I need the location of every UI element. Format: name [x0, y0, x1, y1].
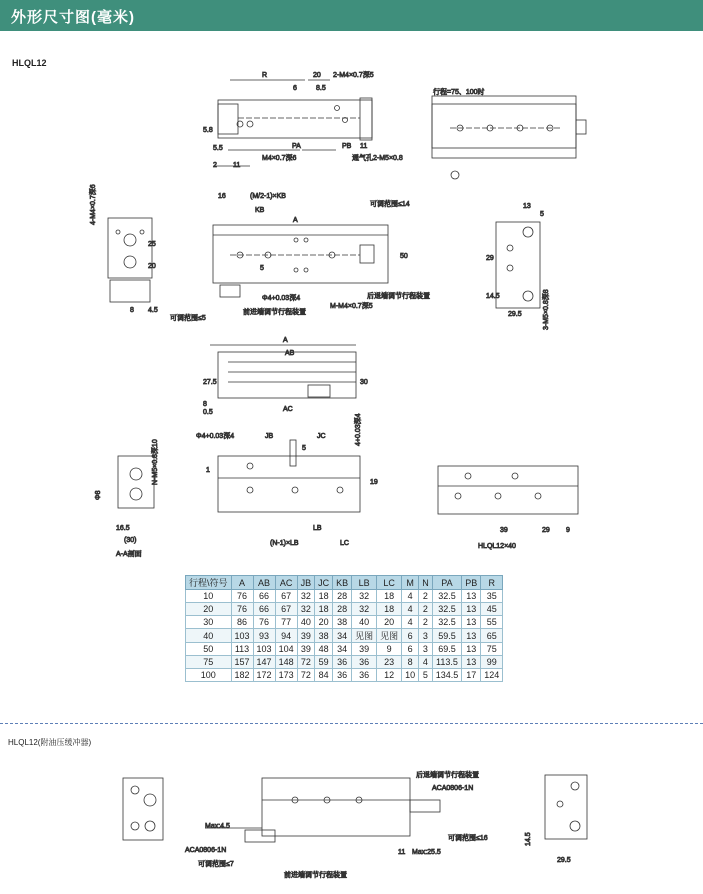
table-cell: 32: [352, 590, 377, 603]
dim-16: 16: [218, 193, 226, 200]
table-cell: 55: [481, 616, 503, 629]
table-row: [186, 629, 503, 643]
table-cell: 69.5: [432, 643, 462, 656]
dim-AB: AB: [285, 350, 295, 357]
table-cell: 35: [481, 590, 503, 603]
table-cell: 13: [462, 643, 481, 656]
table-header-cell: PB: [462, 576, 481, 590]
table-cell: 77: [275, 616, 297, 629]
drawing-side-right: [496, 222, 540, 308]
table-cell: 13: [462, 590, 481, 603]
table-cell: 23: [377, 656, 402, 669]
table-cell: 12: [377, 669, 402, 682]
dim-11-8: 11: [360, 143, 368, 150]
table-header-cell: JB: [297, 576, 315, 590]
table-cell: 59: [315, 656, 333, 669]
table-cell: 18: [315, 590, 333, 603]
table-header-cell: PA: [432, 576, 462, 590]
dim-5d: 5: [302, 445, 306, 452]
phi4-depth4-b-label: Φ4+0.03深4: [196, 433, 235, 440]
table-cell: 6: [402, 643, 419, 656]
adj-range-7-label: 可调范围≤7: [198, 861, 234, 868]
table-cell: 76: [231, 603, 253, 616]
dim-LC: LC: [340, 540, 349, 547]
dim-30-paren: (30): [124, 537, 137, 544]
table-header-cell: A: [231, 576, 253, 590]
table-cell: 48: [315, 643, 333, 656]
dim-30: 30: [360, 379, 368, 386]
table-cell: 104: [275, 643, 297, 656]
dim-A-section: A: [293, 217, 298, 224]
table-header-cell: KB: [333, 576, 352, 590]
table-cell: 32.5: [432, 590, 462, 603]
table-cell: 99: [481, 656, 503, 669]
max-4-5-label: Max:4.5: [205, 823, 230, 830]
table-cell: 75: [186, 656, 232, 669]
table-cell: 18: [315, 603, 333, 616]
m5-depth8-label: 3-M5×0.8深8: [543, 289, 550, 330]
dim-0-5: 0.5: [203, 409, 213, 416]
table-header-cell: JC: [315, 576, 333, 590]
table-cell: 4: [402, 590, 419, 603]
dim-8-5: 8.5: [316, 85, 326, 92]
table-cell: 148: [275, 656, 297, 669]
table-row: [186, 603, 503, 616]
table-cell: 4: [419, 656, 433, 669]
table-cell: 32: [297, 590, 315, 603]
table-cell: 75: [481, 643, 503, 656]
dim-11c: 11: [398, 849, 406, 856]
drawing-damper-left: [123, 778, 163, 840]
dim-R: R: [262, 72, 268, 79]
dim-50: 50: [400, 253, 408, 260]
table-cell: 32.5: [432, 616, 462, 629]
m4-depth6-label: M4×0.7深6: [262, 155, 297, 162]
table-cell: 6: [402, 629, 419, 643]
vent-label: 通气孔2-M5×0.8: [352, 155, 403, 162]
table-row: [186, 590, 503, 603]
dim-11: 11: [233, 162, 241, 169]
table-cell: 2: [419, 616, 433, 629]
table-cell: 30: [186, 616, 232, 629]
table-cell: 2: [419, 603, 433, 616]
table-cell: 124: [481, 669, 503, 682]
adj-range-5-label: 可调范围≤5: [170, 315, 206, 322]
table-cell: 40: [297, 616, 315, 629]
dim-16-5: 16.5: [116, 525, 130, 532]
table-cell: 5: [419, 669, 433, 682]
drawing-section-aa: [118, 456, 154, 508]
dim-6: 6: [293, 85, 297, 92]
model-title: HLQL12: [12, 58, 47, 68]
phi4-depth4-label: Φ4+0.03深4: [262, 295, 301, 302]
table-cell: 13: [462, 603, 481, 616]
table-cell: 84: [315, 669, 333, 682]
model-40-label: HLQL12×40: [478, 543, 516, 550]
table-cell: 39: [352, 643, 377, 656]
table-cell: 103: [253, 643, 275, 656]
dim-A2: A: [283, 337, 288, 344]
rear-adj-label: 后退端调节行程装置: [367, 293, 430, 300]
dim-29: 29: [486, 255, 494, 262]
table-cell: 50: [186, 643, 232, 656]
table-cell: 59.5: [432, 629, 462, 643]
dim-JB: JB: [265, 433, 274, 440]
table-cell: 36: [333, 669, 352, 682]
table-cell: 20: [186, 603, 232, 616]
lb-formula-label: (N-1)×LB: [270, 540, 299, 547]
table-cell: 172: [253, 669, 275, 682]
table-cell: 28: [333, 603, 352, 616]
table-cell: 36: [333, 656, 352, 669]
table-cell: 40: [186, 629, 232, 643]
max-25-5-label: Max:25.5: [412, 849, 441, 856]
table-cell: 67: [275, 603, 297, 616]
spec-table: [185, 575, 503, 682]
table-cell: 20: [377, 616, 402, 629]
dim-JC: JC: [317, 433, 326, 440]
dim-5b: 5: [260, 265, 264, 272]
table-cell: 9: [377, 643, 402, 656]
table-cell: 28: [333, 590, 352, 603]
m4-depth5-top-label: 2-M4×0.7深5: [333, 72, 374, 79]
table-cell: 32: [352, 603, 377, 616]
table-cell: 86: [231, 616, 253, 629]
dim-14-5: 14.5: [486, 293, 500, 300]
table-cell: 45: [481, 603, 503, 616]
dim-14-5b: 14.5: [525, 832, 532, 846]
dim-LB: LB: [313, 525, 322, 532]
dim-25: 25: [148, 241, 156, 248]
table-cell: 93: [253, 629, 275, 643]
kb-formula-label: (M/2-1)×KB: [250, 193, 286, 200]
table-cell: 182: [231, 669, 253, 682]
drawing-section-side: [210, 345, 356, 398]
drawing-side-left: [108, 218, 152, 302]
table-cell: 13: [462, 656, 481, 669]
table-cell: 67: [275, 590, 297, 603]
drawing-stroke-75-100: [432, 96, 586, 179]
table-cell: 103: [231, 629, 253, 643]
table-header-row: [186, 576, 503, 590]
front-adj-damper-label: 前进端调节行程装置: [284, 872, 347, 879]
table-cell: 72: [297, 669, 315, 682]
table-cell: 72: [297, 656, 315, 669]
drawing-main-front: [213, 225, 388, 297]
table-cell: 39: [297, 643, 315, 656]
table-cell: 见图: [352, 629, 377, 643]
aca-left-label: ACA0806-1N: [185, 847, 227, 854]
section-divider: [0, 723, 703, 724]
aca-right-label: ACA0806-1N: [432, 785, 474, 792]
table-header-cell: N: [419, 576, 433, 590]
dim-1: 1: [206, 467, 210, 474]
model-damper-title: HLQL12(附油压缓冲器): [8, 738, 92, 747]
dim-PB: PB: [342, 143, 352, 150]
table-header-cell: LB: [352, 576, 377, 590]
table-cell: 36: [352, 656, 377, 669]
drawing-damper-main: [205, 778, 440, 842]
dim-29-5: 29.5: [508, 311, 522, 318]
stroke-75-100-label: 行程=75、100时: [433, 89, 485, 96]
table-cell: 39: [297, 629, 315, 643]
table-cell: 36: [352, 669, 377, 682]
table-header-cell: AB: [253, 576, 275, 590]
drawing-top-view: [215, 80, 372, 166]
phi8-dim: Φ8: [95, 490, 102, 500]
dim-29-5b: 29.5: [557, 857, 571, 864]
table-cell: 157: [231, 656, 253, 669]
table-cell: 113.5: [432, 656, 462, 669]
section-aa-label: A-A剖面: [116, 551, 142, 558]
drawing-model-40: [438, 466, 578, 514]
table-cell: 17: [462, 669, 481, 682]
table-cell: 134.5: [432, 669, 462, 682]
table-cell: 4: [402, 616, 419, 629]
table-cell: 113: [231, 643, 253, 656]
dim-13: 13: [523, 203, 531, 210]
dim-5c: 5: [540, 211, 544, 218]
section-title: 外形尺寸图(毫米): [11, 9, 135, 26]
dim-27-5: 27.5: [203, 379, 217, 386]
dim-PA: PA: [292, 143, 301, 150]
drawing-damper-right: [545, 775, 587, 839]
table-header-cell: M: [402, 576, 419, 590]
table-header-cell: 行程\符号: [186, 576, 232, 590]
dim-AC: AC: [283, 406, 293, 413]
table-header-cell: AC: [275, 576, 297, 590]
table-cell: 13: [462, 616, 481, 629]
dim-20: 20: [313, 72, 321, 79]
table-cell: 66: [253, 603, 275, 616]
table-cell: 100: [186, 669, 232, 682]
table-cell: 38: [315, 629, 333, 643]
table-row: [186, 656, 503, 669]
table-cell: 13: [462, 629, 481, 643]
table-cell: 65: [481, 629, 503, 643]
table-cell: 18: [377, 603, 402, 616]
front-adj-label: 前进端调节行程装置: [243, 309, 306, 316]
table-row: [186, 643, 503, 656]
table-cell: 66: [253, 590, 275, 603]
table-cell: 34: [333, 643, 352, 656]
drawing-bottom-main: [218, 440, 360, 512]
table-cell: 76: [253, 616, 275, 629]
dim-29b: 29: [542, 527, 550, 534]
phi4-side-label: 4+0.03深4: [355, 413, 362, 446]
table-cell: 8: [402, 656, 419, 669]
table-cell: 20: [315, 616, 333, 629]
table-cell: 76: [231, 590, 253, 603]
table-row: [186, 616, 503, 629]
table-cell: 173: [275, 669, 297, 682]
dim-8c: 8: [203, 401, 207, 408]
dim-KB: KB: [255, 207, 265, 214]
table-row: [186, 669, 503, 682]
table-cell: 10: [402, 669, 419, 682]
table-cell: 18: [377, 590, 402, 603]
table-cell: 4: [402, 603, 419, 616]
table-cell: 34: [333, 629, 352, 643]
dim-5-5: 5.5: [213, 145, 223, 152]
dim-19: 19: [370, 479, 378, 486]
dim-5-8: 5.8: [203, 127, 213, 134]
dim-4-5: 4.5: [148, 307, 158, 314]
dim-2: 2: [213, 162, 217, 169]
m4-depth6-side-label: 4-M4×0.7深6: [90, 184, 97, 225]
dim-9: 9: [566, 527, 570, 534]
table-cell: 见图: [377, 629, 402, 643]
table-cell: 32: [297, 603, 315, 616]
dim-8b: 8: [130, 307, 134, 314]
table-cell: 94: [275, 629, 297, 643]
dim-20b: 20: [148, 263, 156, 270]
table-cell: 3: [419, 629, 433, 643]
dim-39: 39: [500, 527, 508, 534]
adj-range-16-label: 可调范围≤16: [448, 835, 488, 842]
n-m5-label: N-M5×0.8深10: [152, 439, 159, 485]
adj-range-14-label: 可调范围≤14: [370, 201, 410, 208]
m4-depth5-mid-label: M-M4×0.7深5: [330, 303, 373, 310]
table-cell: 2: [419, 590, 433, 603]
table-cell: 38: [333, 616, 352, 629]
table-cell: 3: [419, 643, 433, 656]
table-cell: 32.5: [432, 603, 462, 616]
rear-adj-damper-label: 后退端调节行程装置: [416, 772, 479, 779]
table-cell: 10: [186, 590, 232, 603]
table-header-cell: R: [481, 576, 503, 590]
table-cell: 147: [253, 656, 275, 669]
table-cell: 40: [352, 616, 377, 629]
table-header-cell: LC: [377, 576, 402, 590]
